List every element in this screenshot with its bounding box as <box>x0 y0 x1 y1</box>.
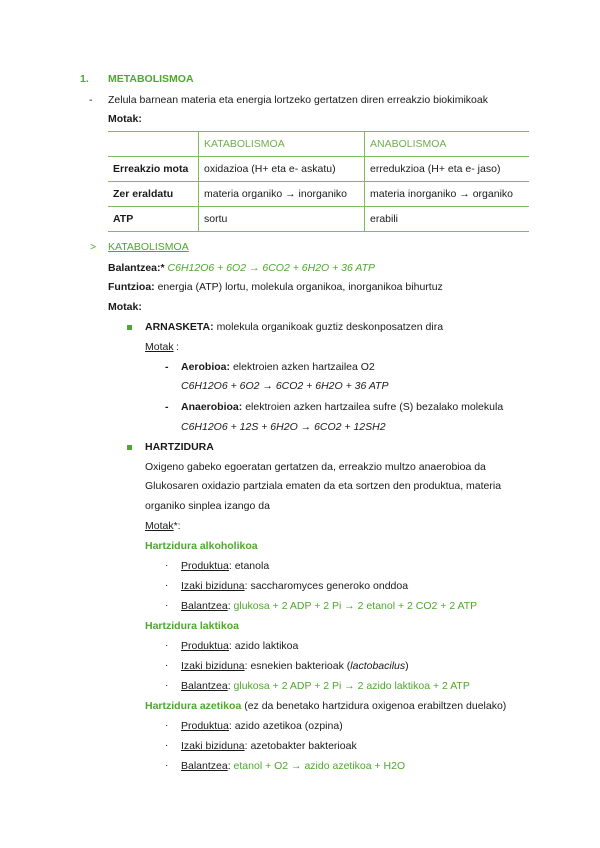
hartzidura-line1: Oxigeno gabeko egoeratan gertatzen da, erreakzio multzo anaerobioa da <box>145 461 486 473</box>
intro-text: Zelula barnean materia eta energia lortzeko gertatzen diren erreakzio biokimikoak <box>108 94 488 106</box>
hartzidura-types-asterisk: *: <box>173 520 181 532</box>
table-cell: Erreakzio mota <box>108 157 199 182</box>
arnasketa-text: molekula organikoak guztiz deskonposatzen dira <box>216 321 444 333</box>
balantzea-label: Balantzea <box>181 760 228 772</box>
dot-bullet: · <box>165 740 169 751</box>
balantzea-label: Balantzea <box>181 600 228 612</box>
alkoholikoa-title: Hartzidura alkoholikoa <box>145 540 258 552</box>
balance-label: Balantzea:* <box>108 262 165 274</box>
intro-types-label: Motak: <box>108 113 142 125</box>
izaki-value: : azetobakter bakterioak <box>244 740 357 752</box>
produktua-label: Produktua <box>181 560 229 572</box>
dot-bullet: · <box>165 640 169 651</box>
izaki-italic: lactobacilus <box>350 660 406 672</box>
intro-bullet: - <box>89 94 93 106</box>
metabolism-table <box>108 131 529 232</box>
produktua-label: Produktua <box>181 640 229 652</box>
aerobioa-formula: C6H12O6 + 6O2 → 6CO2 + 6H2O + 36 ATP <box>181 380 389 392</box>
laktikoa-title: Hartzidura laktikoa <box>145 620 239 632</box>
table-cell: materia organiko → inorganiko <box>199 182 365 207</box>
dot-bullet: · <box>165 720 169 731</box>
balance-formula: C6H12O6 + 6O2 → 6CO2 + 6H2O + 36 ATP <box>167 262 376 274</box>
dash-bullet: - <box>165 401 169 413</box>
dot-bullet: · <box>165 760 169 771</box>
anaerobioa-text: elektroien azken hartzailea sufre (S) bezalako molekula <box>245 401 504 413</box>
anaerobioa-formula: C6H12O6 + 12S + 6H2O → 6CO2 + 12SH2 <box>181 421 386 433</box>
square-bullet-icon <box>127 445 132 450</box>
table-cell: ATP <box>108 207 199 232</box>
izaki-value: : saccharomyces generoko onddoa <box>244 580 409 592</box>
arnasketa-types-label: Motak <box>145 341 174 353</box>
katabolismoa-bullet: > <box>90 241 97 253</box>
table-cell: erabili <box>365 207 530 232</box>
azetikoa-note: (ez da benetako hartzidura oxigenoa erabiltzen duelako) <box>244 700 507 712</box>
hartzidura-types-label: Motak <box>145 520 174 532</box>
function-text: energia (ATP) lortu, molekula organikoa, inorganikoa bihurtuz <box>157 281 443 293</box>
dot-bullet: · <box>165 600 169 611</box>
table-cell: Zer eraldatu <box>108 182 199 207</box>
dot-bullet: · <box>165 660 169 671</box>
izaki-label: Izaki biziduna <box>181 580 245 592</box>
square-bullet-icon <box>127 325 132 330</box>
table-cell: sortu <box>199 207 365 232</box>
colon: : <box>176 341 179 353</box>
izaki-value: : esnekien bakterioak ( <box>244 660 351 672</box>
produktua-value: : azido laktikoa <box>228 640 299 652</box>
hartzidura-title: HARTZIDURA <box>145 441 214 453</box>
balantzea-value: glukosa + 2 ADP + 2 Pi → 2 azido laktikoa + 2 ATP <box>233 680 470 692</box>
balantzea-value: etanol + O2 → azido azetikoa + H2O <box>233 760 406 772</box>
table-cell: erredukzioa (H+ eta e- jaso) <box>365 157 530 182</box>
arnasketa-title: ARNASKETA: <box>145 321 214 333</box>
izaki-label: Izaki biziduna <box>181 660 245 672</box>
anaerobioa-label: Anaerobioa: <box>181 401 243 413</box>
table-header-cell: KATABOLISMOA <box>199 132 365 157</box>
produktua-value: : azido azetikoa (ozpina) <box>228 720 343 732</box>
katabolismoa-title: KATABOLISMOA <box>108 241 189 253</box>
produktua-value: : etanola <box>228 560 270 572</box>
dot-bullet: · <box>165 580 169 591</box>
aerobioa-text: elektroien azken hartzailea O2 <box>232 361 375 373</box>
dot-bullet: · <box>165 680 169 691</box>
produktua-label: Produktua <box>181 720 229 732</box>
table-row <box>108 207 529 232</box>
table-cell: oxidazioa (H+ eta e- askatu) <box>199 157 365 182</box>
table-header-cell <box>108 132 199 157</box>
table-row <box>108 182 529 207</box>
azetikoa-title: Hartzidura azetikoa <box>145 700 242 712</box>
table-header-row <box>108 132 529 157</box>
dash-bullet: - <box>165 361 169 373</box>
table-row <box>108 157 529 182</box>
katabolismoa-types-label: Motak: <box>108 301 142 313</box>
balantzea-value: glukosa + 2 ADP + 2 Pi → 2 etanol + 2 CO2 + 2 ATP <box>233 600 478 612</box>
balantzea-label: Balantzea <box>181 680 228 692</box>
section-number: 1. <box>80 73 89 85</box>
table-header-cell: ANABOLISMOA <box>365 132 530 157</box>
izaki-label: Izaki biziduna <box>181 740 245 752</box>
dot-bullet: · <box>165 560 169 571</box>
section-title: METABOLISMOA <box>108 73 194 85</box>
hartzidura-line2: Glukosaren oxidazio partziala ematen da eta sortzen den produktua, materia <box>145 480 502 492</box>
hartzidura-line3: organiko sinplea izango da <box>145 500 270 512</box>
table-cell: materia inorganiko → organiko <box>365 182 530 207</box>
function-label: Funtzioa: <box>108 281 155 293</box>
aerobioa-label: Aerobioa: <box>181 361 231 373</box>
izaki-close: ) <box>405 660 409 672</box>
